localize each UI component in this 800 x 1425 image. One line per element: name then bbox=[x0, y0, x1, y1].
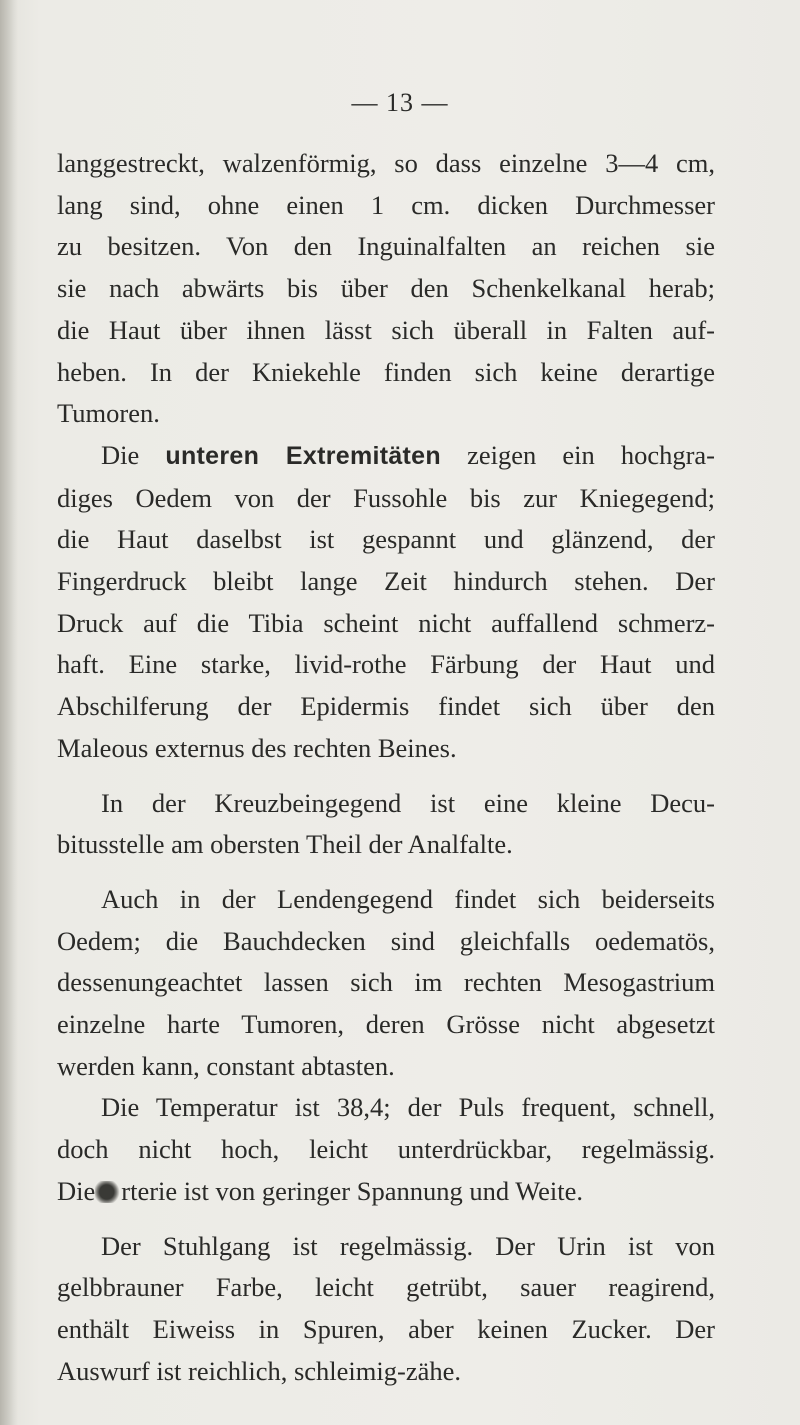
paragraph-6 bbox=[57, 1226, 715, 1393]
text-line: Maleous externus des rechten Beines. bbox=[57, 732, 457, 763]
text-line: doch nicht hoch, leicht unterdrückbar, regelmässig. bbox=[57, 1134, 715, 1165]
page-number-header: — 13 — bbox=[351, 88, 449, 117]
text-line: Druck auf die Tibia scheint nicht auffallend schmerz- bbox=[57, 607, 715, 638]
paragraph-gap bbox=[57, 770, 715, 783]
text-line: Auch in der Lendengegend findet sich beiderseits bbox=[101, 883, 715, 914]
text-line: Abschilferung der Epidermis findet sich über den bbox=[57, 691, 715, 722]
body-text bbox=[57, 143, 715, 1392]
ink-blot-icon bbox=[95, 1181, 121, 1203]
paragraph-2 bbox=[57, 435, 715, 770]
text-line: gelbbrauner Farbe, leicht getrübt, sauer reagirend, bbox=[57, 1272, 715, 1303]
text-line: die Haut daselbst ist gespannt und glänzend, der bbox=[57, 524, 715, 555]
text-line: Oedem; die Bauchdecken sind gleichfalls oedematös, bbox=[57, 925, 715, 956]
text-run: rterie ist von geringer Spannung und Weite. bbox=[121, 1175, 584, 1206]
text-line: Der Stuhlgang ist regelmässig. Der Urin ist von bbox=[101, 1230, 715, 1261]
text-line: enthält Eiweiss in Spuren, aber keinen Zucker. Der bbox=[57, 1313, 715, 1344]
text-line: Tumoren. bbox=[57, 398, 160, 429]
text-line: dessenungeachtet lassen sich im rechten Mesogastrium bbox=[57, 967, 715, 998]
text-line: bitusstelle am obersten Theil der Analfalte. bbox=[57, 829, 513, 860]
paragraph-3 bbox=[57, 783, 715, 866]
text-line: langgestreckt, walzenförmig, so dass einzelne 3—4 cm, bbox=[57, 148, 715, 178]
paragraph-gap bbox=[57, 866, 715, 879]
text-line: haft. Eine starke, livid-rothe Färbung der Haut und bbox=[57, 649, 715, 680]
text-line: die Haut über ihnen lässt sich überall in Falten auf- bbox=[57, 314, 715, 345]
text-line: werden kann, constant abtasten. bbox=[57, 1050, 395, 1081]
text-line: sie nach abwärts bis über den Schenkelkanal herab; bbox=[57, 273, 715, 304]
text-line-with-heading bbox=[57, 435, 715, 478]
text-run: zeigen ein hochgra- bbox=[440, 439, 716, 470]
text-line: einzelne harte Tumoren, deren Grösse nicht abgesetzt bbox=[57, 1009, 715, 1040]
text-run: Die bbox=[57, 1175, 96, 1206]
binding-shadow bbox=[0, 0, 18, 1425]
bold-keyword: unteren Extremitäten bbox=[165, 441, 441, 470]
paragraph-gap bbox=[57, 1213, 715, 1226]
paragraph-4 bbox=[57, 879, 715, 1088]
text-run: Die bbox=[101, 439, 166, 470]
text-line: diges Oedem von der Fussohle bis zur Kniegegend; bbox=[57, 482, 715, 513]
text-line: lang sind, ohne einen 1 cm. dicken Durchmesser bbox=[57, 189, 715, 220]
text-line: zu besitzen. Von den Inguinalfalten an reichen sie bbox=[57, 231, 715, 262]
text-line: heben. In der Kniekehle finden sich keine derartige bbox=[57, 356, 715, 387]
text-line: Auswurf ist reichlich, schleimig-zähe. bbox=[57, 1355, 461, 1386]
text-line-with-ink-blot bbox=[57, 1171, 715, 1213]
paragraph-1 bbox=[57, 143, 715, 435]
text-line: Fingerdruck bleibt lange Zeit hindurch stehen. Der bbox=[57, 566, 715, 597]
paragraph-5 bbox=[57, 1087, 715, 1212]
text-line: In der Kreuzbeingegend ist eine kleine Decu- bbox=[101, 787, 715, 818]
text-line: Die Temperatur ist 38,4; der Puls frequent, schnell, bbox=[101, 1092, 715, 1123]
